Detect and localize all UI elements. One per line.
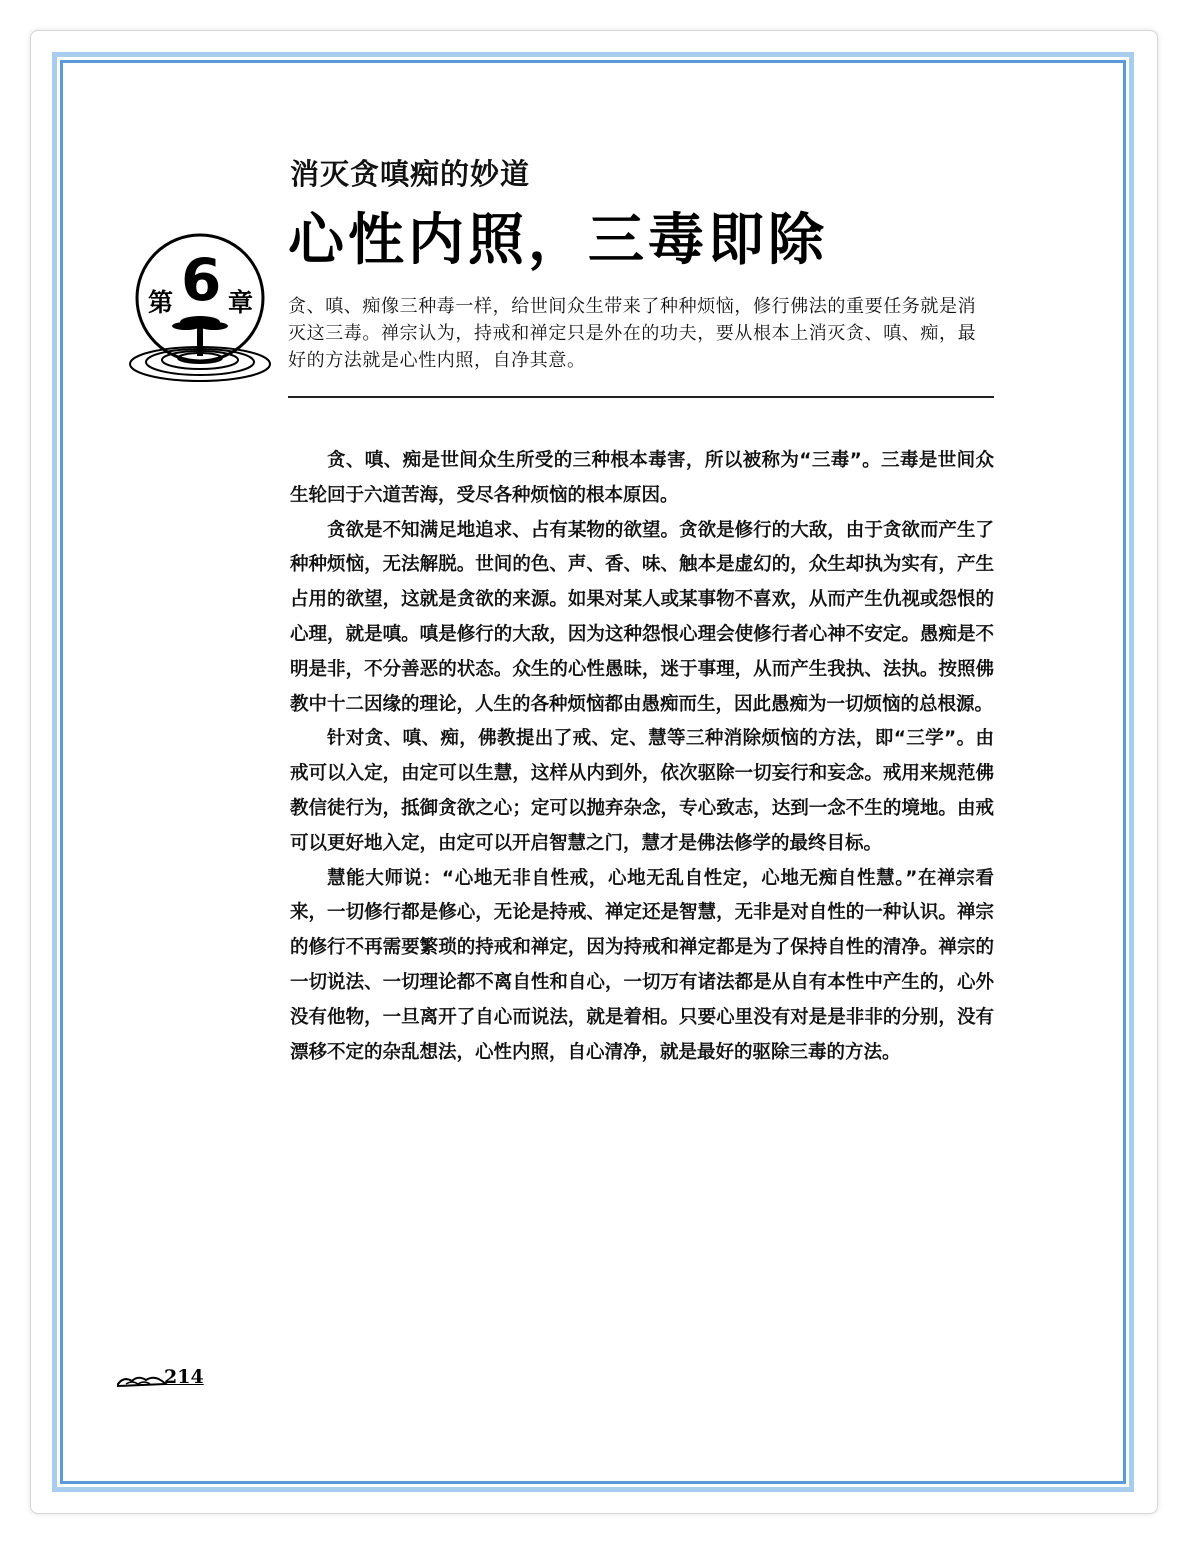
chapter-subtitle: 消灭贪嗔痴的妙道 — [290, 157, 531, 191]
divider — [288, 396, 994, 398]
cloud-ornament-icon — [116, 1372, 168, 1390]
page-number: 214 — [164, 1366, 204, 1388]
paragraph: 贪、嗔、痴是世间众生所受的三种根本毒害，所以被称为“三毒”。三毒是世间众生轮回于六道苦海，受尽各种烦恼的根本原因。 — [290, 450, 994, 506]
body-text — [290, 444, 994, 1070]
paragraph: 慧能大师说：“心地无非自性戒，心地无乱自性定，心地无痴自性慧。”在禅宗看来，一切修行都是修心，无论是持戒、禅定还是智慧，无非是对自性的一种认识。禅宗的修行不再需要繁琐的持戒和禅定，因为持戒和禅定都是为了保持自性的清净。禅宗的一切说法、一切理论都不离自性和自心，一切万有诸法都是从自有本性中产生的，心外没有他物，一旦离开了自心而说法，就是着相。只要心里没有对是是非非的分别，没有漂移不定的杂乱想法，心性内照，自心清净，就是最好的驱除三毒的方法。 — [290, 867, 994, 1063]
paragraph: 针对贪、嗔、痴，佛教提出了戒、定、慧等三种消除烦恼的方法，即“三学”。由戒可以入定，由定可以生慧，这样从内到外，依次驱除一切妄行和妄念。戒用来规范佛教信徒行为，抵御贪欲之心；定可以抛弃杂念，专心致志，达到一念不生的境地。由戒可以更好地入定，由定可以开启智慧之门，慧才是佛法修学的最终目标。 — [290, 728, 994, 854]
chapter-suffix: 章 — [228, 288, 254, 317]
chapter-title: 心性内照，三毒即除 — [288, 207, 828, 273]
chapter-number: 6 — [181, 246, 222, 314]
chapter-prefix: 第 — [148, 288, 174, 317]
paragraph: 贪欲是不知满足地追求、占有某物的欲望。贪欲是修行的大敌，由于贪欲而产生了种种烦恼，无法解脱。世间的色、声、香、味、触本是虚幻的，众生却执为实有，产生占用的欲望，这就是贪欲的来源。如果对某人或某事物不喜欢，从而产生仇视或怨恨的心理，就是嗔。嗔是修行的大敌，因为这种怨恨心理会使修行者心神不安定。愚痴是不明是非，不分善恶的状态。众生的心性愚昧，迷于事理，从而产生我执、法执。按照佛教中十二因缘的理论，人生的各种烦恼都由愚痴而生，因此愚痴为一切烦恼的总根源。 — [290, 519, 994, 715]
chapter-intro: 贪、嗔、痴像三种毒一样，给世间众生带来了种种烦恼，修行佛法的重要任务就是消灭这三毒。禅宗认为，持戒和禅定只是外在的功夫，要从根本上消灭贪、嗔、痴，最好的方法就是心性内照，自净其意。 — [288, 296, 977, 371]
